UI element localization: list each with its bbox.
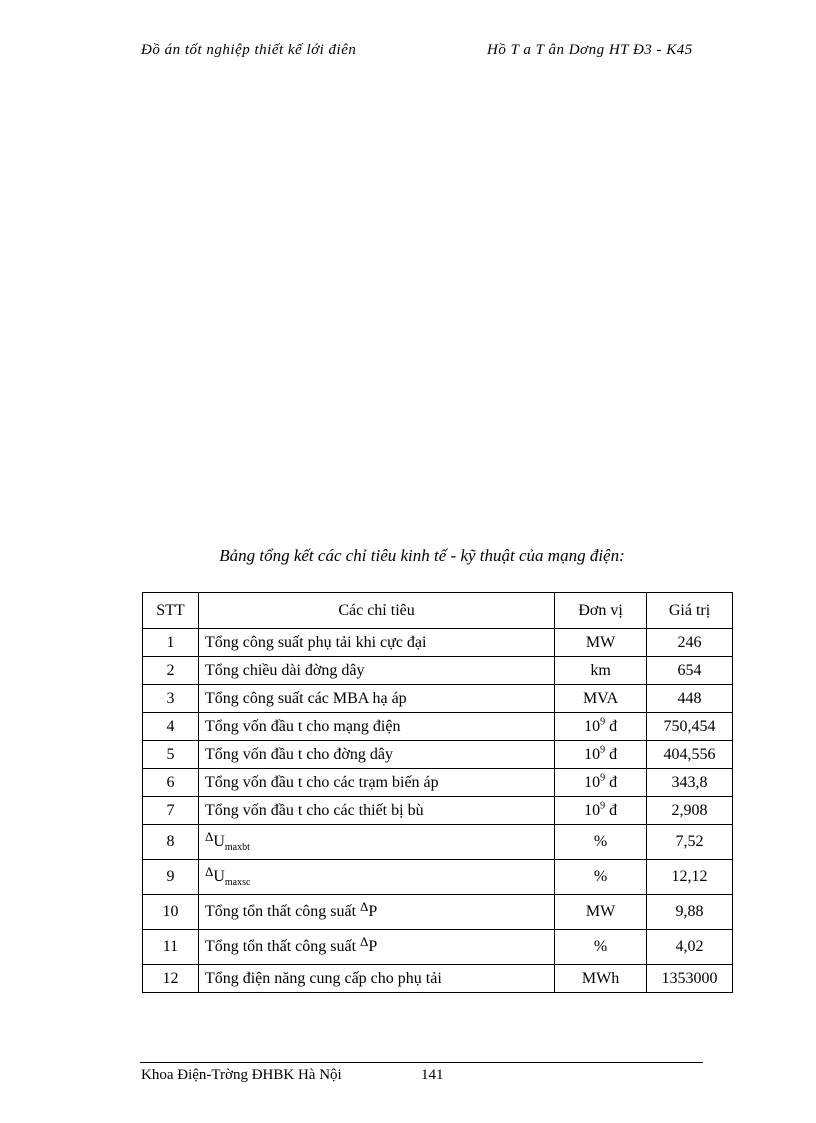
row-criteria: [198, 825, 554, 860]
row-unit: %: [555, 825, 647, 860]
header-stt: STT: [143, 593, 199, 629]
row-criteria: Tổng vốn đầu t cho các thiết bị bù: [198, 797, 554, 825]
header-value: Giá trị: [647, 593, 733, 629]
symbol-p: P: [368, 903, 378, 920]
unit-exponent: 9: [600, 744, 606, 756]
row-unit: MWh: [555, 965, 647, 993]
row-stt: 7: [143, 797, 199, 825]
delta-symbol: Δ: [204, 829, 214, 844]
symbol-u: U: [213, 833, 225, 850]
row-criteria: Tổng công suất các MBA hạ áp: [198, 685, 554, 713]
subscript-maxbt: maxbt: [224, 842, 250, 853]
row-unit: [555, 769, 647, 797]
footer-divider: [140, 1062, 703, 1063]
row-value: 1353000: [647, 965, 733, 993]
row-value: 4,02: [647, 930, 733, 965]
unit-suffix: đ: [605, 717, 618, 735]
row-value: 750,454: [647, 713, 733, 741]
row-stt: 8: [143, 825, 199, 860]
row-value: 9,88: [647, 895, 733, 930]
row-value: 7,52: [647, 825, 733, 860]
unit-base: 10: [584, 745, 601, 763]
table-row: [143, 895, 733, 930]
row-stt: 4: [143, 713, 199, 741]
row-stt: 3: [143, 685, 199, 713]
row-value: 343,8: [647, 769, 733, 797]
subscript-maxsc: maxsc: [224, 877, 251, 888]
table-caption: Bảng tổng kết các chỉ tiêu kinh tế - kỹ thuật của mạng điện:: [219, 546, 625, 565]
row-stt: 11: [143, 930, 199, 965]
unit-exponent: 9: [600, 772, 606, 784]
table-row: [143, 741, 733, 769]
row-value: 2,908: [647, 797, 733, 825]
delta-symbol: Δ: [360, 934, 369, 949]
delta-symbol: Δ: [360, 899, 369, 914]
row-stt: 1: [143, 629, 199, 657]
summary-table: [142, 592, 733, 993]
table-row: [143, 797, 733, 825]
table-row: [143, 930, 733, 965]
table-row: [143, 629, 733, 657]
row-value: 246: [647, 629, 733, 657]
unit-exponent: 9: [600, 716, 606, 728]
row-stt: 12: [143, 965, 199, 993]
delta-symbol: Δ: [204, 864, 214, 879]
unit-suffix: đ: [605, 801, 618, 819]
criteria-text: Tổng tổn thất công suất: [204, 903, 361, 920]
unit-suffix: đ: [605, 773, 618, 791]
unit-base: 10: [584, 801, 601, 819]
row-stt: 5: [143, 741, 199, 769]
header-left: Đồ án tốt nghiệp thiết kế lới điên: [141, 42, 357, 58]
row-unit: MW: [555, 895, 647, 930]
page-number: 141: [421, 1067, 444, 1083]
row-value: 12,12: [647, 860, 733, 895]
table-header-row: [143, 593, 733, 629]
row-unit: [555, 713, 647, 741]
row-criteria: Tổng công suất phụ tải khi cực đại: [198, 629, 554, 657]
row-value: 448: [647, 685, 733, 713]
criteria-text: Tổng tổn thất công suất: [204, 938, 361, 955]
row-criteria: Tổng điện năng cung cấp cho phụ tải: [198, 965, 554, 993]
row-stt: 2: [143, 657, 199, 685]
row-unit: km: [555, 657, 647, 685]
row-criteria: [198, 930, 554, 965]
header-criteria: Các chỉ tiêu: [198, 593, 554, 629]
unit-exponent: 9: [600, 800, 606, 812]
row-stt: 9: [143, 860, 199, 895]
table-row: [143, 713, 733, 741]
row-criteria: Tổng vốn đầu t cho các trạm biến áp: [198, 769, 554, 797]
row-unit: [555, 797, 647, 825]
footer-department: Khoa Điện-Trờng ĐHBK Hà Nội: [141, 1067, 342, 1083]
row-criteria: Tổng chiều dài đờng dây: [198, 657, 554, 685]
row-unit: [555, 741, 647, 769]
symbol-p: P: [368, 938, 378, 955]
row-unit: MW: [555, 629, 647, 657]
row-unit: %: [555, 930, 647, 965]
row-stt: 6: [143, 769, 199, 797]
table-row: [143, 825, 733, 860]
unit-base: 10: [584, 773, 601, 791]
row-criteria: [198, 895, 554, 930]
row-value: 404,556: [647, 741, 733, 769]
table-row: [143, 685, 733, 713]
table-row: [143, 657, 733, 685]
row-criteria: [198, 860, 554, 895]
table-row: [143, 860, 733, 895]
unit-suffix: đ: [605, 745, 618, 763]
symbol-u: U: [213, 868, 225, 885]
header-right: Hồ T a T ân Dơng HT Đ3 - K45: [487, 42, 693, 58]
row-stt: 10: [143, 895, 199, 930]
unit-base: 10: [584, 717, 601, 735]
table-row: [143, 965, 733, 993]
header-unit: Đơn vị: [555, 593, 647, 629]
row-criteria: Tổng vốn đầu t cho mạng điện: [198, 713, 554, 741]
row-unit: %: [555, 860, 647, 895]
table-row: [143, 769, 733, 797]
row-value: 654: [647, 657, 733, 685]
row-criteria: Tổng vốn đầu t cho đờng dây: [198, 741, 554, 769]
row-unit: MVA: [555, 685, 647, 713]
